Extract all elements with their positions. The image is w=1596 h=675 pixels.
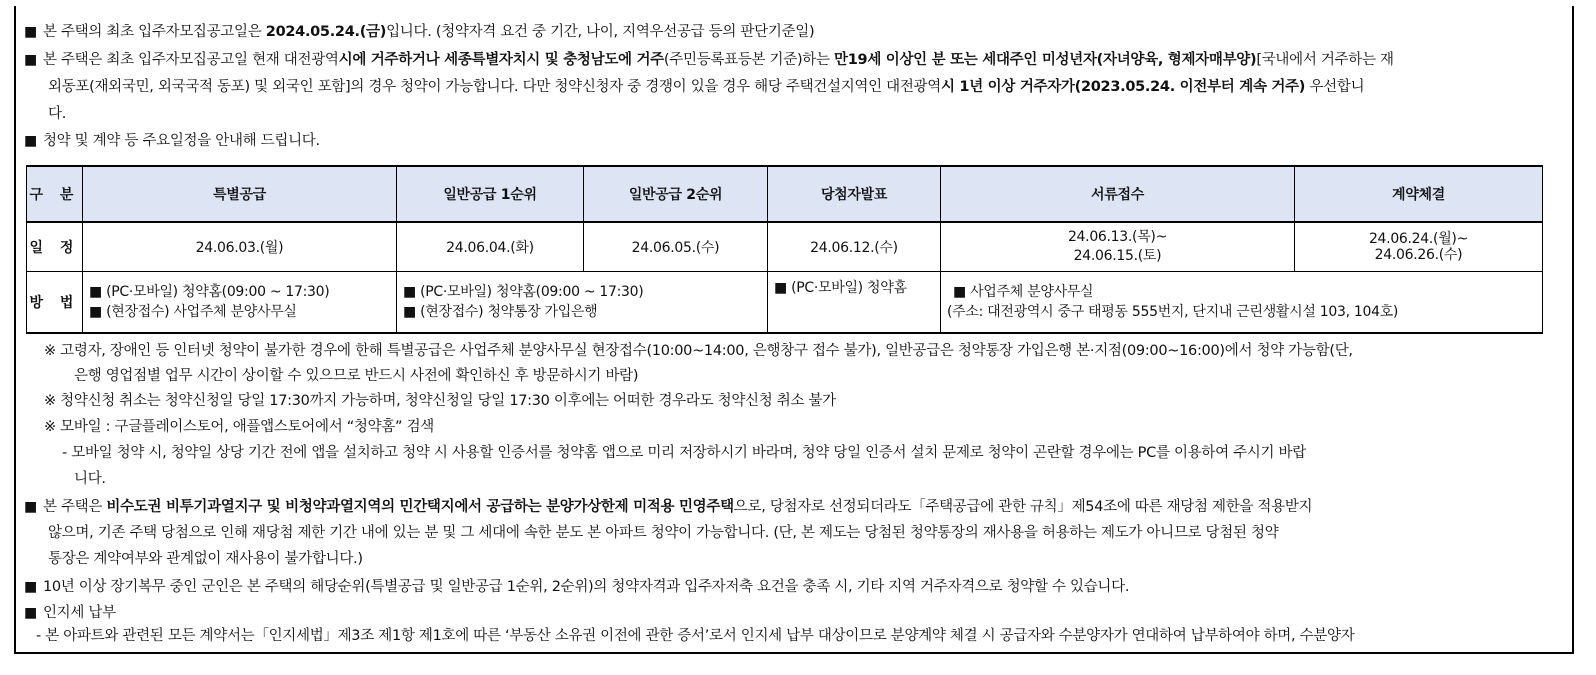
row-label-schedule: 일 정 (27, 222, 83, 272)
paragraph-eligibility-line3: 다. (48, 106, 67, 122)
table-row-method (27, 272, 1543, 334)
header-general-2nd: 일반공급 2순위 (584, 166, 768, 222)
method-general-supply: ■ (PC·모바일) 청약홈(09:00 ~ 17:30) ■ (현장접수) 청약통장 가입은행 (397, 272, 768, 334)
note-mobile: ※ 모바일 : 구글플레이스토어, 애플앱스토어에서 “청약홈” 검색 (44, 419, 434, 435)
date-document-submission: 24.06.13.(목)~ 24.06.15.(토) (941, 222, 1295, 272)
paragraph-rewin-restriction-line3: 통장은 계약여부와 관계없이 재사용이 불가합니다.) (48, 551, 363, 567)
schedule-table (26, 165, 1543, 334)
note-offline-application-line2: 은행 영업점별 업무 시간이 상이할 수 있으므로 반드시 사전에 확인하신 후 방문하시기 바람) (74, 368, 639, 384)
method-special-supply: ■ (PC·모바일) 청약홈(09:00 ~ 17:30) ■ (현장접수) 사업주체 분양사무실 (83, 272, 397, 334)
bullet-square: ■ (24, 499, 37, 515)
row-label-method: 방 법 (27, 272, 83, 334)
bullet-square: ■ (24, 52, 37, 68)
paragraph-eligibility: ■ 본 주택은 최초 입주자모집공고일 현재 대전광역시에 거주하거나 세종특별자치시 및 충청남도에 거주(주민등록표등본 기준)하는 만19세 이상인 분 또는 세대주인 미성년자(자녀양육, 형제자매부양)[국내에서 거주하는 재 (24, 52, 1394, 68)
date-general-1st: 24.06.04.(화) (397, 222, 584, 272)
date-general-2nd: 24.06.05.(수) (584, 222, 768, 272)
paragraph-rewin-restriction-line2: 않으며, 기존 주택 당첨으로 인해 재당첨 제한 기간 내에 있는 분 및 그 세대에 속한 분도 본 아파트 청약이 가능합니다. (단, 본 제도는 당첨된 청약통장의 재사용을 허용하는 제도가 아니므로 당첨된 청약 (48, 525, 1279, 541)
note-offline-application: ※ 고령자, 장애인 등 인터넷 청약이 불가한 경우에 한해 특별공급은 사업주체 분양사무실 현장접수(10:00~14:00, 은행창구 접수 불가), 일반공급은 청약통장 가입은행 본·지점(09:00~16:00)에서 청약 가능함(단, (44, 343, 1353, 359)
note-cancellation: ※ 청약신청 취소는 청약신청일 당일 17:30까지 가능하며, 청약신청일 당일 17:30 이후에는 어떠한 경우라도 청약신청 취소 불가 (44, 393, 836, 409)
paragraph-stamp-tax-body: - 본 아파트와 관련된 모든 계약서는「인지세법」제3조 제1항 제1호에 따른 ‘부동산 소유권 이전에 관한 증서’로서 인지세 납부 대상이므로 분양계약 체결 시 공급자와 수분양자가 연대하여 납부하여야 하며, 수분양자 (36, 628, 1355, 644)
date-winner-announcement: 24.06.12.(수) (768, 222, 941, 272)
paragraph-military: ■ 10년 이상 장기복무 중인 군인은 본 주택의 해당순위(특별공급 및 일반공급 1순위, 2순위)의 청약자격과 입주자저축 요건을 충족 시, 기타 지역 거주자격으로 청약할 수 있습니다. (24, 579, 1130, 595)
note-mobile-certificate-line2: 니다. (74, 471, 106, 487)
date-contract: 24.06.24.(월)~ 24.06.26.(수) (1295, 222, 1543, 272)
paragraph-eligibility-line2: 외동포(재외국민, 외국국적 동포) 및 외국인 포함]의 경우 청약이 가능합니다. 다만 청약신청자 중 경쟁이 있을 경우 해당 주택건설지역인 대전광역시 1년 이상 거주자가(2023.05.24. 이전부터 계속 거주) 우선합니 (48, 79, 1365, 95)
bullet-square: ■ (24, 133, 37, 149)
table-row-schedule (27, 222, 1543, 272)
header-category: 구 분 (27, 166, 83, 222)
note-mobile-certificate: - 모바일 청약 시, 청약일 상당 기간 전에 앱을 설치하고 청약 시 사용할 인증서를 청약홈 앱으로 미리 저장하시기 바라며, 청약 당일 인증서 설치 문제로 청약이 곤란할 경우에는 PC를 이용하여 주시기 바랍 (62, 445, 1306, 461)
bullet-square: ■ (24, 24, 37, 40)
header-contract: 계약체결 (1295, 166, 1543, 222)
method-winner-announcement: ■ (PC·모바일) 청약홈 (768, 272, 941, 334)
paragraph-stamp-tax-title: ■ 인지세 납부 (24, 605, 116, 621)
date-special-supply: 24.06.03.(월) (83, 222, 397, 272)
paragraph-notice-date: ■ 본 주택의 최초 입주자모집공고일은 2024.05.24.(금)입니다. (청약자격 요건 중 기간, 나이, 지역우선공급 등의 판단기준일) (24, 24, 815, 40)
table-header-row (27, 166, 1543, 222)
paragraph-schedule-intro: ■ 청약 및 계약 등 주요일정을 안내해 드립니다. (24, 133, 320, 149)
bullet-square: ■ (24, 605, 37, 621)
method-document-submission: ■ 사업주체 분양사무실 (주소: 대전광역시 중구 태평동 555번지, 단지내 근린생활시설 103, 104호) (941, 272, 1543, 334)
paragraph-rewin-restriction: ■ 본 주택은 비수도권 비투기과열지구 및 비청약과열지역의 민간택지에서 공급하는 분양가상한제 미적용 민영주택으로, 당첨자로 선정되더라도「주택공급에 관한 규칙」제54조에 따른 재당첨 제한을 적용받지 (24, 499, 1313, 515)
header-general-1st: 일반공급 1순위 (397, 166, 584, 222)
header-document-submission: 서류접수 (941, 166, 1295, 222)
header-special-supply: 특별공급 (83, 166, 397, 222)
bullet-square: ■ (24, 579, 37, 595)
header-winner-announcement: 당첨자발표 (768, 166, 941, 222)
